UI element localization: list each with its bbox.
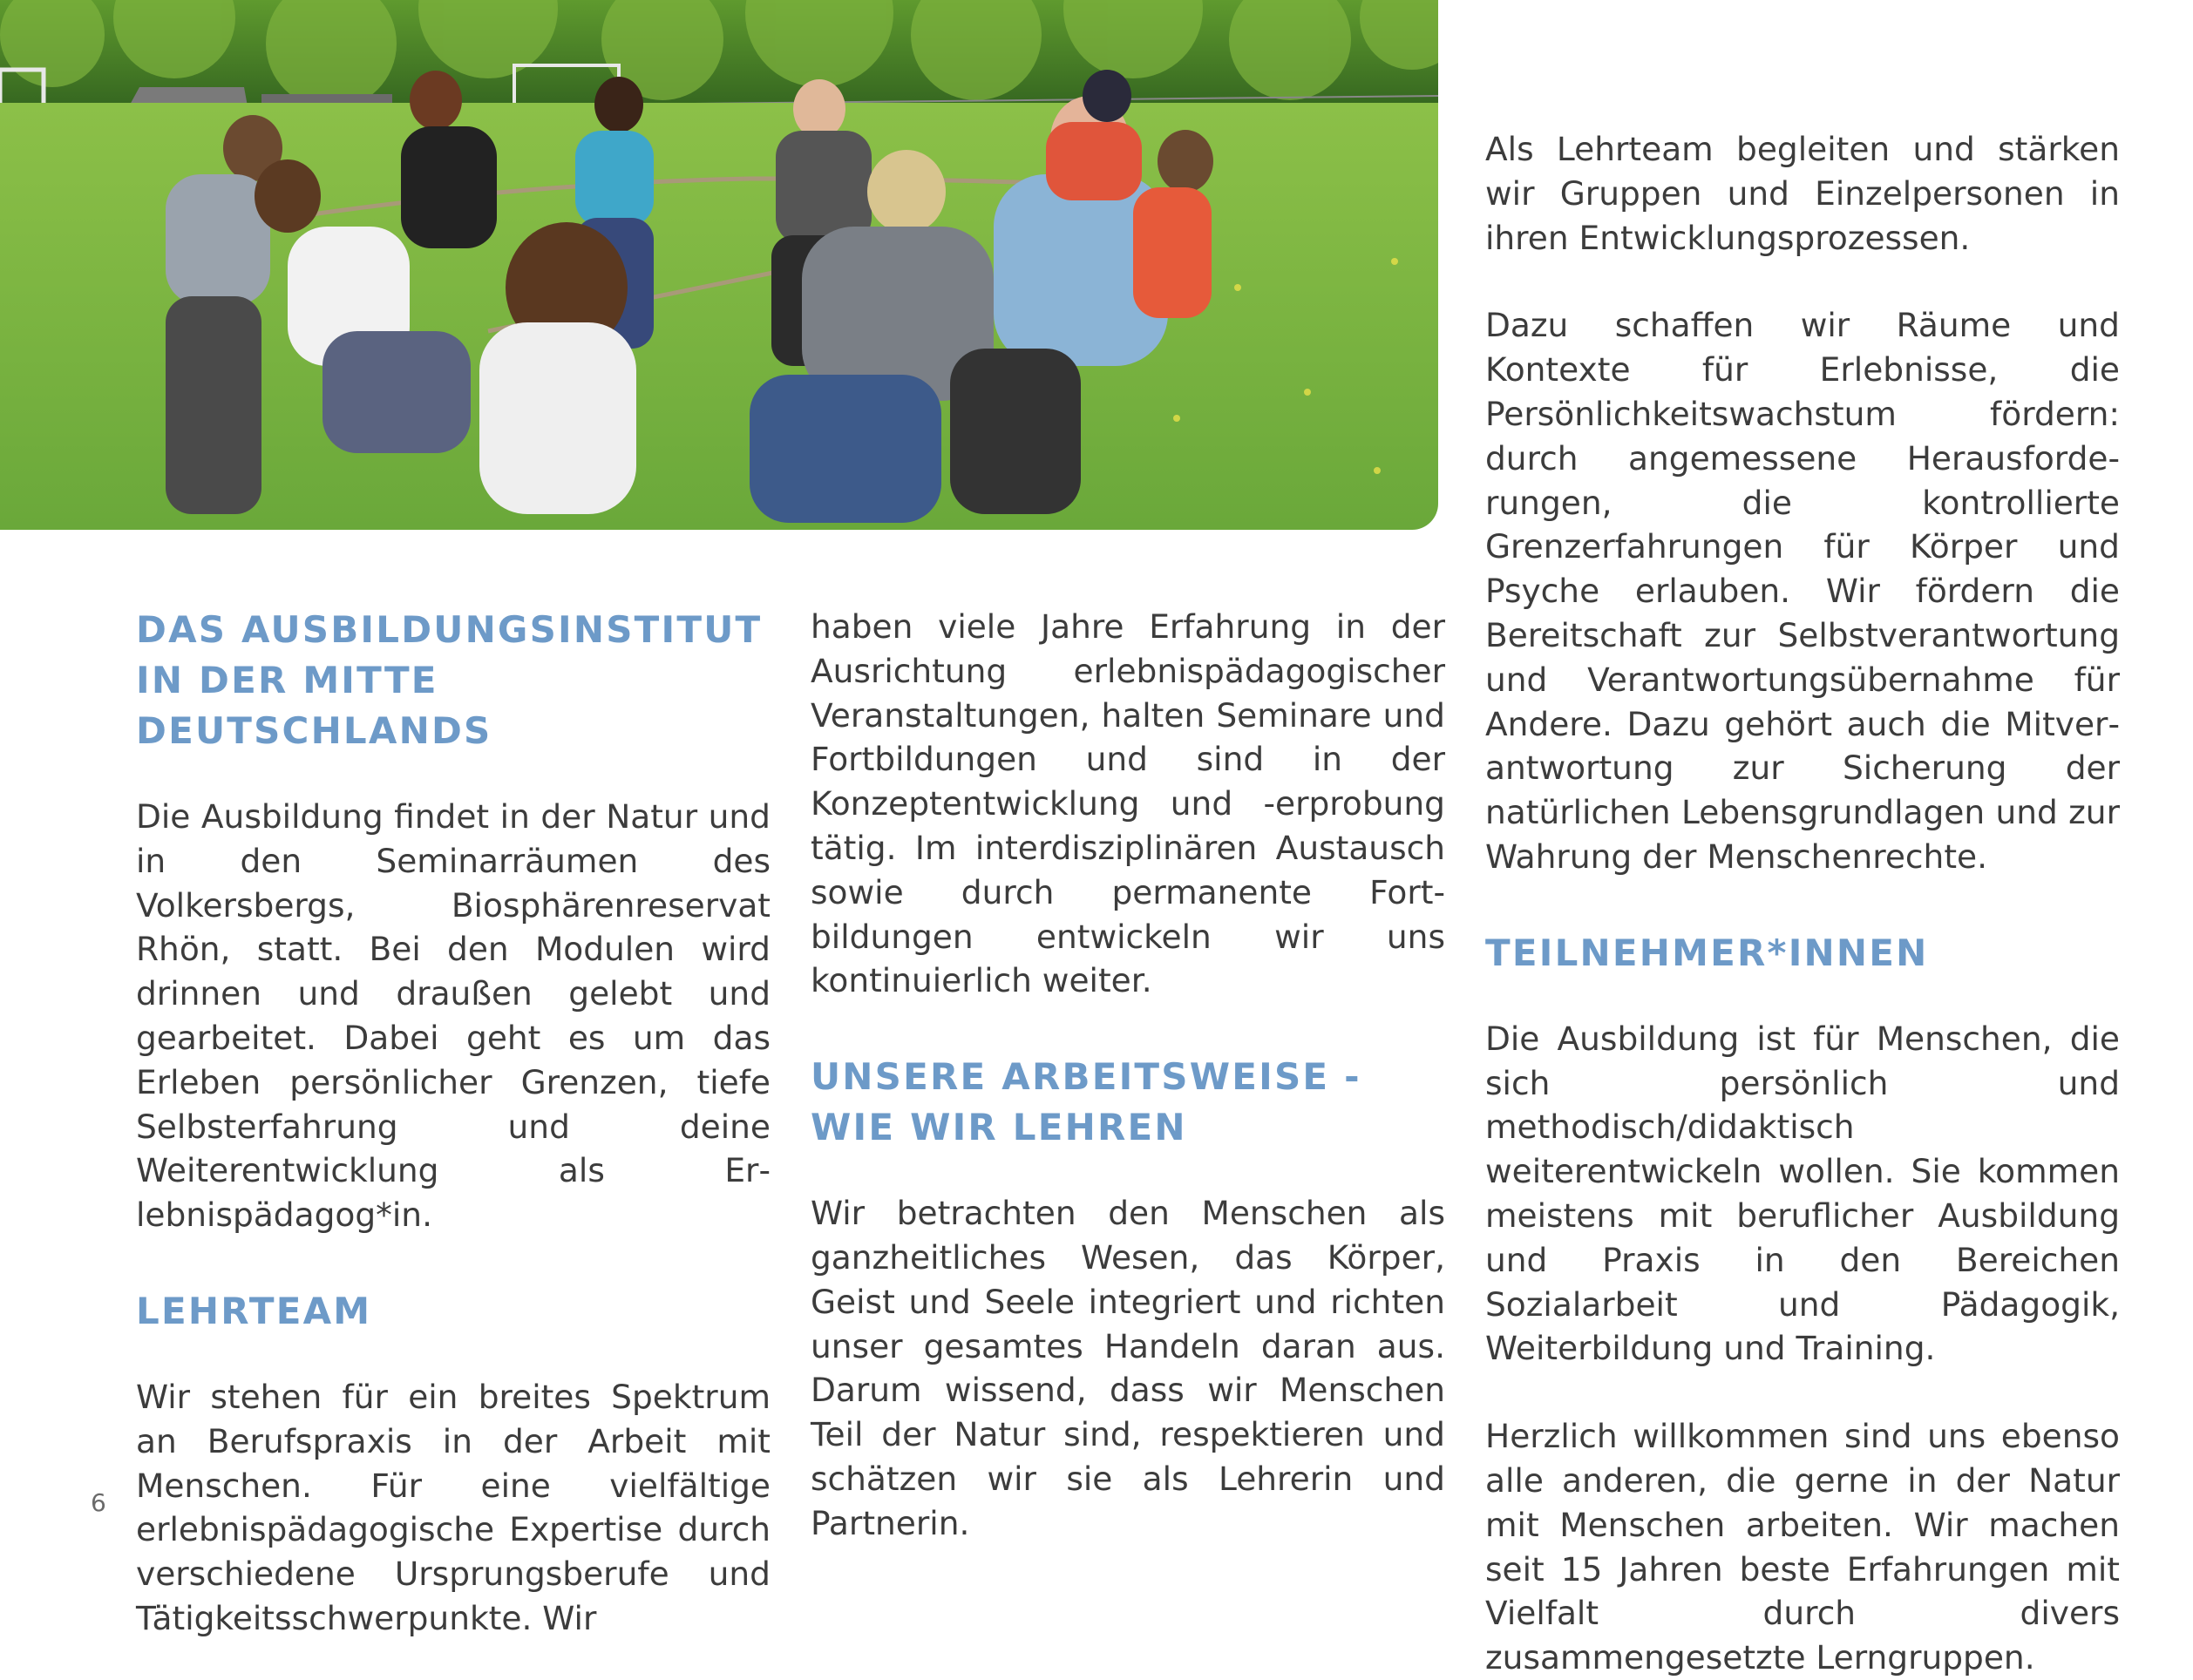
group-tug-of-war-photo <box>0 0 1438 530</box>
paragraph-zielgruppe: Die Ausbildung ist für Menschen, die sich persönlich und methodisch/didaktisch weiterentwickeln wollen. Sie kommen meistens mit beruflicher Ausbildung und Praxis in den Bereichen Sozialarbeit und Pädagogik, Weiterbildung und Training. <box>1485 1019 2120 1368</box>
column-right <box>1485 127 2120 1680</box>
column-middle <box>811 605 1445 1546</box>
heading-teilnehmer: TEILNEHMER*INNEN <box>1485 931 1929 974</box>
heading-lehrteam: LEHRTEAM <box>136 1289 372 1332</box>
page-number: 6 <box>91 1488 106 1517</box>
paragraph-raeume: Dazu schaffen wir Räume und Kontexte für Erlebnisse, die Persönlichkeitswachstum fördern: durch angemessene Herausforderungen, die kontrollierte Grenzerfahrungen für Körper und Psyche erlauben. Wir fördern die Bereitschaft zur Selbstverantwortung und Verantwortungsübernahme für Andere. Dazu gehört auch die Mitverantwortung zur Sicherung der natürlichen Lebensgrundlagen und zur Wahrung der Menschenrechte. <box>1485 306 2120 876</box>
heading-institute: DAS AUSBILDUNGSINSTITUT IN DER MITTE DEUTSCHLANDS <box>136 608 763 752</box>
paragraph-training-location: Die Ausbildung findet in der Natur und in den Seminarräumen des Volkersbergs, Biosphärenreservat Rhön, statt. Bei den Modulen wird drinnen und draußen gelebt und gearbeitet. Dabei geht es um das Erleben persönlicher Grenzen, tiefe Selbsterfahrung und deine Weiterentwicklung als Erlebnispädagog*in. <box>136 797 771 1235</box>
paragraph-lehrteam-continued: haben viele Jahre Erfahrung in der Ausrichtung erlebnispädagogischer Veranstaltungen, halten Seminare und Fortbildungen und sind in der Konzeptentwicklung und -erprobung tätig. Im interdisziplinären Austausch sowie durch permanente Fortbildungen entwickeln wir uns kontinuierlich weiter. <box>811 607 1445 1000</box>
column-left <box>136 605 771 1641</box>
heading-arbeitsweise: UNSERE ARBEITSWEISE - WIE WIR LEHREN <box>811 1055 1361 1149</box>
paragraph-arbeitsweise: Wir betrachten den Menschen als ganzheitliches Wesen, das Körper, Geist und Seele integriert und richten unser gesamtes Handeln daran aus. Darum wissend, dass wir Menschen Teil der Natur sind, respektieren und schätzen wir sie als Lehrerin und Partnerin. <box>811 1194 1445 1542</box>
paragraph-begleiten: Als Lehrteam begleiten und stärken wir Gruppen und Einzelpersonen in ihren Entwicklungsprozessen. <box>1485 130 2120 257</box>
paragraph-lehrteam: Wir stehen für ein breites Spektrum an Berufspraxis in der Arbeit mit Menschen. Für eine vielfältige erlebnispädagogische Expertise durch verschiedene Ursprungsberufe und Tätigkeitsschwerpunkte. Wir <box>136 1377 771 1637</box>
paragraph-willkommen: Herzlich willkommen sind uns ebenso alle anderen, die gerne in der Natur mit Menschen arbeiten. Wir machen seit 15 Jahren beste Erfahrungen mit Vielfalt durch divers zusammengesetzte Lerngruppen. <box>1485 1417 2120 1677</box>
